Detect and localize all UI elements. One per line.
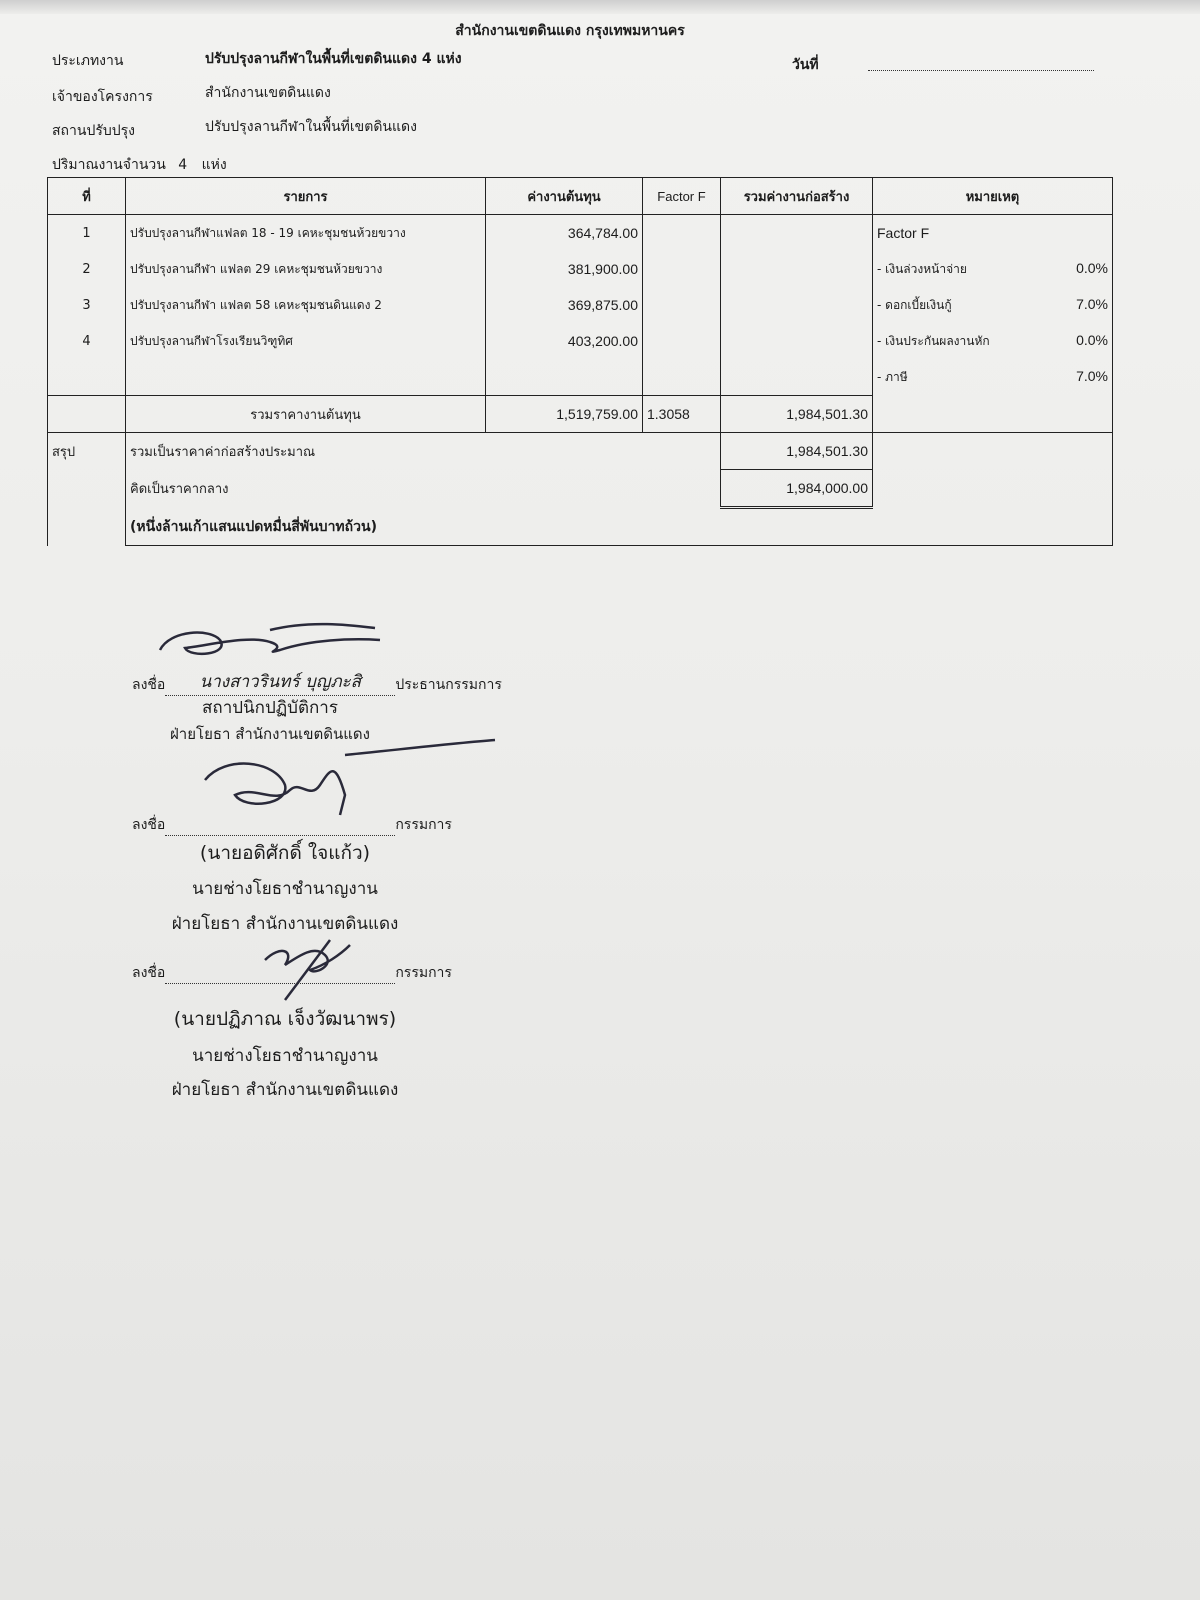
summary-amount-words: (หนึ่งล้านเก้าแสนแปดหมื่นสี่พันบาทถ้วน) [126,508,873,546]
summary-estimate-value: 1,984,501.30 [721,433,873,470]
remark-label: - ดอกเบี้ยเงินกู้ [877,297,952,312]
total-label: รวมราคางานต้นทุน [126,396,486,433]
row-no: 2 [48,251,126,287]
total-construction: 1,984,501.30 [721,396,873,433]
header-remark: หมายเหตุ [873,178,1113,215]
signature-1-handwritten-name: นางสาวรินทร์ บุญภะสิ [165,668,395,696]
row-no: 4 [48,323,126,359]
summary-median-value: 1,984,000.00 [721,470,873,508]
remark-value: 7.0% [1076,295,1108,312]
row-factor [643,323,721,359]
row-factor [643,215,721,252]
signature-2-line [132,814,452,836]
remark-item [873,287,1113,323]
row-no: 3 [48,287,126,323]
row-construction [721,287,873,323]
signature-2-department: ฝ่ายโยธา สำนักงานเขตดินแดง [171,914,399,934]
quantity-row [52,154,227,176]
quantity-label: ปริมาณงานจำนวน [52,157,166,173]
table-row [48,323,1113,359]
quantity-unit: แห่ง [201,157,227,173]
remark-item [873,251,1113,287]
document-office: สำนักงานเขตดินแดง กรุงเทพมหานคร [455,23,685,39]
sign-prefix: ลงชื่อ [132,677,166,693]
header-no: ที่ [48,178,126,215]
summary-row [48,433,1113,470]
quantity-value: 4 [178,157,188,173]
table-row-blank [48,359,1113,396]
row-construction [721,251,873,287]
row-item: ปรับปรุงลานกีฬาโรงเรียนวิฑูทิศ [126,323,486,359]
remark-label: - ภาษี [877,369,908,384]
header-item: รายการ [126,178,486,215]
table-header-row [48,178,1113,215]
remark-label: - เงินประกันผลงานหัก [877,333,990,348]
work-type-label: ประเภทงาน [52,53,124,69]
row-factor [643,251,721,287]
remark-item [873,359,1113,396]
signature-3-line [132,962,452,984]
row-item: ปรับปรุงลานกีฬา แฟลต 58 เคหะชุมชนดินแดง 2 [126,287,486,323]
row-cost: 403,200.00 [486,323,643,359]
remark-label: - เงินล่วงหน้าจ่าย [877,261,967,276]
row-cost: 369,875.00 [486,287,643,323]
signature-3-department: ฝ่ายโยธา สำนักงานเขตดินแดง [171,1080,399,1100]
header-cost: ค่างานต้นทุน [486,178,643,215]
row-cost: 364,784.00 [486,215,643,252]
table-row [48,287,1113,323]
remark-item [873,323,1113,359]
signature-1-department: ฝ่ายโยธา สำนักงานเขตดินแดง [170,725,370,743]
summary-label: สรุป [48,433,126,546]
row-factor [643,287,721,323]
table-row [48,215,1113,252]
summary-estimate-label: รวมเป็นราคาค่าก่อสร้างประมาณ [126,433,721,470]
row-construction [721,323,873,359]
location-label: สถานปรับปรุง [52,123,135,139]
owner-label: เจ้าของโครงการ [52,89,153,105]
summary-row [48,470,1113,508]
signature-3-position: นายช่างโยธาชำนาญงาน [192,1046,378,1066]
signature-3-role: กรรมการ [395,965,452,981]
summary-median-label: คิดเป็นราคากลาง [130,482,229,497]
remark-value: 0.0% [1076,259,1108,276]
signature-1-position: สถาปนิกปฏิบัติการ [202,698,338,718]
signature-1-line [132,668,502,696]
date-label: วันที่ [792,57,819,73]
row-item: ปรับปรุงลานกีฬาแฟลต 18 - 19 เคหะชุมชนห้วยขวาง [126,215,486,252]
total-factor: 1.3058 [643,396,721,433]
signature-1-role: ประธานกรรมการ [395,677,502,693]
owner-value: สำนักงานเขตดินแดง [205,85,331,101]
total-row [48,396,1113,433]
location-value: ปรับปรุงลานกีฬาในพื้นที่เขตดินแดง [205,119,417,135]
sign-prefix: ลงชื่อ [132,817,166,833]
signature-3-name: (นายปฏิภาณ เจ็งวัฒนาพร) [173,1008,397,1030]
date-blank-line [868,70,1094,71]
remark-value: 0.0% [1076,331,1108,348]
signature-2-role: กรรมการ [395,817,452,833]
page-top-edge [0,0,1200,14]
row-construction [721,215,873,252]
row-no: 1 [48,215,126,252]
row-cost: 381,900.00 [486,251,643,287]
header-factor: Factor F [643,178,721,215]
summary-row [48,508,1113,546]
remark-value: 7.0% [1076,367,1108,384]
signature-2-name: (นายอดิศักดิ์ ใจแก้ว) [199,842,371,864]
table-row [48,251,1113,287]
header-construction-total: รวมค่างานก่อสร้าง [721,178,873,215]
remark-title: Factor F [873,215,1113,252]
cost-table [47,177,1113,546]
signature-2-position: นายช่างโยธาชำนาญงาน [192,879,378,899]
row-item: ปรับปรุงลานกีฬา แฟลต 29 เคหะชุมชนห้วยขวาง [126,251,486,287]
work-type-value: ปรับปรุงลานกีฬาในพื้นที่เขตดินแดง 4 แห่ง [205,51,462,67]
total-cost: 1,519,759.00 [486,396,643,433]
sign-prefix: ลงชื่อ [132,965,166,981]
